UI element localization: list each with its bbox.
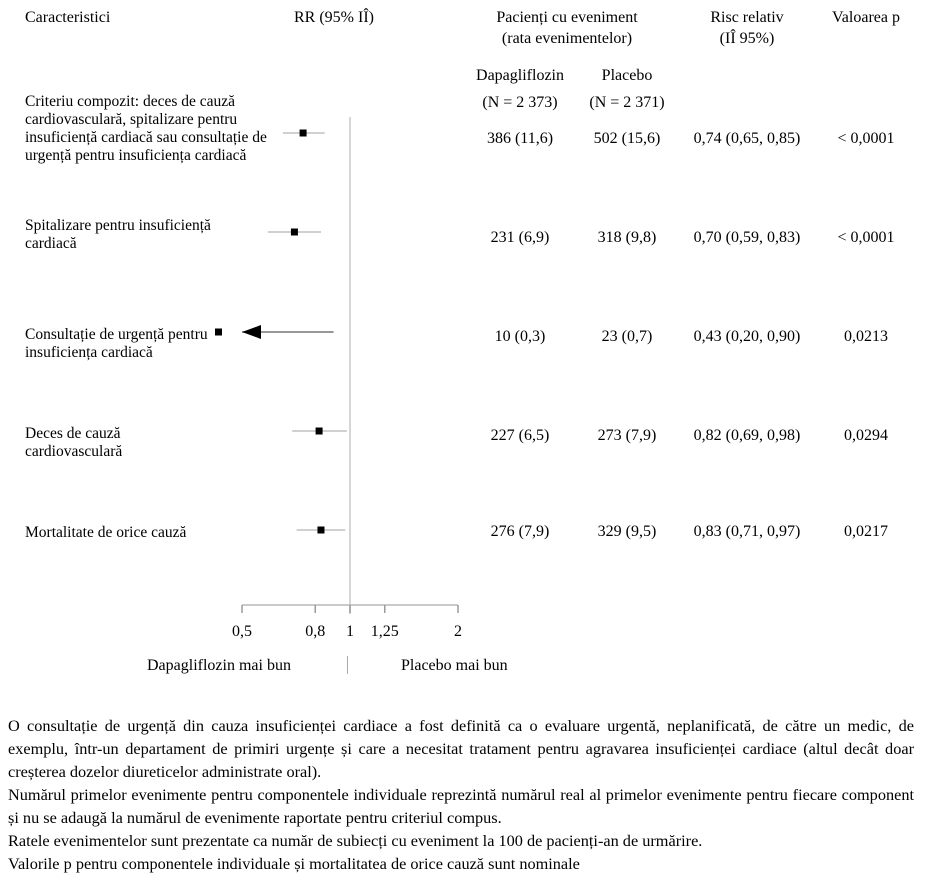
rr-value: 0,74 (0,65, 0,85) [693,130,801,147]
placebo-events: 23 (0,7) [601,328,653,345]
footnote-urgent-visit: O consultație de urgență din cauza insuficienței cardiace a fost definită ca o evaluare urgentă, neplanificată, de către un medic, de exemplu, într-un departament de primiri urgențe și care a necesitat tratament pentru agravarea insuficienței cardiace (altul decât doar creșterea dozelor diureticelor administrate oral). [8,716,914,781]
patients-header-line1: Pacienți cu eveniment [496,9,638,26]
placebo-n: (N = 2 371) [589,94,665,111]
x-tick-label: 0,8 [305,623,326,640]
rr-value: 0,82 (0,69, 0,98) [693,427,801,444]
x-tick-label: 0,5 [232,623,252,640]
patients-header-line2: (rata evenimentelor) [501,30,633,47]
point-estimate [215,329,222,336]
point-estimate [300,130,307,137]
footnote-p-values: Valorile p pentru componentele individuale și mortalitatea de orice cauză sunt nominale [8,854,580,873]
p-value: 0,0213 [844,328,888,345]
rr-value: 0,83 (0,71, 0,97) [693,523,801,540]
point-estimate [316,428,323,435]
dapa-events: 231 (6,9) [490,229,550,246]
row-label-composite: Criteriu compozit: deces de cauză cardiovasculară, spitalizare pentru insuficiență cardiacă sau consultație de urgență pentru insuficiența cardiacă [25,93,267,164]
row-label-hospitalization: Spitalizare pentru insuficiență cardiacă [25,217,211,252]
ci-arrow-left [242,325,261,339]
dapa-column-header: Dapagliflozin [476,67,564,84]
footnote-event-rates: Ratele evenimentelor sunt prezentate ca număr de subiecți cu eveniment la 100 de pacienți-an de urmărire. [8,831,703,850]
rr-value: 0,70 (0,59, 0,83) [693,229,801,246]
x-tick-label: 1,25 [370,623,399,640]
relrisk-header-line1: Risc relativ [710,9,784,26]
relrisk-header-line2: (IÎ 95%) [719,30,775,47]
rr-header: RR (95% IÎ) [294,9,374,26]
point-estimate [317,527,324,534]
point-estimate [291,229,298,236]
placebo-events: 502 (15,6) [593,130,661,147]
pvalue-header: Valoarea p [832,9,900,26]
p-value: < 0,0001 [837,229,895,246]
p-value: 0,0217 [844,523,888,540]
dapa-events: 10 (0,3) [494,328,546,345]
placebo-column-header: Placebo [601,67,653,84]
favors-dapagliflozin-label: Dapagliflozin mai bun [147,657,291,674]
p-value: 0,0294 [844,427,888,444]
placebo-events: 329 (9,5) [597,523,657,540]
placebo-events: 273 (7,9) [597,427,657,444]
footnotes [8,714,914,875]
x-tick-label: 2 [454,623,462,640]
row-label-cv-death: Deces de cauză cardiovasculară [25,425,123,460]
p-value: < 0,0001 [837,130,895,147]
dapa-events: 386 (11,6) [486,130,554,147]
characteristics-header: Caracteristici [25,9,111,26]
dapa-n: (N = 2 373) [482,94,558,111]
row-label-urgent-visit: Consultație de urgență pentru insuficiența cardiacă [25,326,208,361]
dapa-events: 227 (6,5) [490,427,550,444]
rr-value: 0,43 (0,20, 0,90) [693,328,801,345]
footnote-first-events: Numărul primelor evenimente pentru componentele individuale reprezintă numărul real al primelor evenimente pentru fiecare component și nu se adaugă la numărul de evenimente raportate pentru criteriul compus. [8,785,914,827]
dapa-events: 276 (7,9) [490,523,550,540]
placebo-events: 318 (9,8) [597,229,657,246]
x-tick-label: 1 [346,623,354,640]
favors-divider [347,656,348,674]
row-label-all-cause-mortality: Mortalitate de orice cauză [25,524,187,541]
favors-placebo-label: Placebo mai bun [401,657,508,674]
